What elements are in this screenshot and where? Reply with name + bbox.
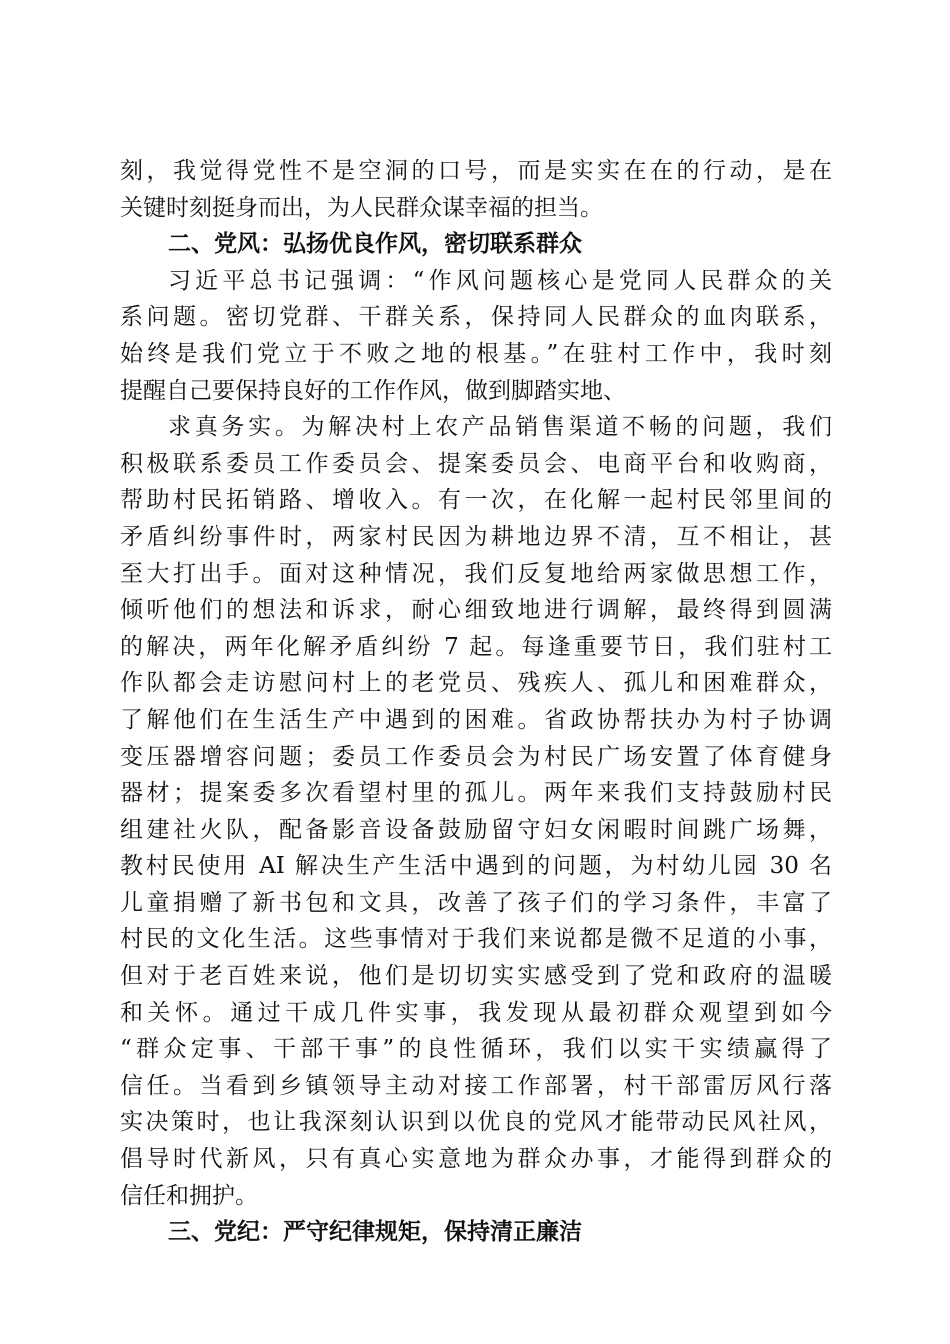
- text-line: 至大打出手。面对这种情况，我们反复地给两家做思想工作，: [120, 560, 832, 587]
- text-line: 信任和拥护。: [120, 1182, 258, 1209]
- text-line: 但对于老百姓来说，他们是切切实实感受到了党和政府的温暖: [120, 963, 832, 990]
- section-heading-2: 二、党风：弘扬优良作风，密切联系群众: [168, 231, 582, 258]
- paragraph-top: [120, 153, 832, 226]
- text-line: 刻，我觉得党性不是空洞的口号，而是实实在在的行动，是在: [120, 158, 832, 184]
- text-line: 实决策时，也让我深刻认识到以优良的党风才能带动民风社风，: [120, 1109, 832, 1136]
- text-line: 教村民使用 AI 解决生产生活中遇到的问题，为村幼儿园 30 名: [120, 853, 832, 880]
- text-line: 作队都会走访慰问村上的老党员、残疾人、孤儿和困难群众，: [120, 670, 832, 697]
- text-line: 系问题。密切党群、干群关系，保持同人民群众的血肉联系，: [120, 304, 832, 331]
- paragraph-work: [120, 409, 832, 1214]
- text-line: 倡导时代新风，只有真心实意地为群众办事，才能得到群众的: [120, 1146, 832, 1173]
- text-line: 积极联系委员工作委员会、提案委员会、电商平台和收购商，: [120, 450, 832, 477]
- text-line: 倾听他们的想法和诉求，耐心细致地进行调解，最终得到圆满: [120, 597, 832, 624]
- text-line: “群众定事、干部干事”的良性循环，我们以实干实绩赢得了: [120, 1036, 832, 1063]
- text-line: 村民的文化生活。这些事情对于我们来说都是微不足道的小事，: [120, 926, 832, 953]
- text-line: 矛盾纠纷事件时，两家村民因为耕地边界不清，互不相让，甚: [120, 523, 832, 550]
- text-line: 习近平总书记强调：“作风问题核心是党同人民群众的关: [168, 267, 832, 294]
- section-heading-3: 三、党纪：严守纪律规矩，保持清正廉洁: [168, 1219, 582, 1246]
- text-line: 提醒自己要保持良好的工作作风，做到脚踏实地、: [120, 377, 626, 404]
- text-line: 求真务实。为解决村上农产品销售渠道不畅的问题，我们: [168, 414, 832, 441]
- text-line: 关键时刻挺身而出，为人民群众谋幸福的担当。: [120, 194, 603, 221]
- text-line: 了解他们在生活生产中遇到的困难。省政协帮扶办为村子协调: [120, 706, 832, 733]
- text-line: 儿童捐赠了新书包和文具，改善了孩子们的学习条件，丰富了: [120, 889, 832, 916]
- text-line: 器材；提案委多次看望村里的孤儿。两年来我们支持鼓励村民: [120, 780, 832, 807]
- text-line: 信任。当看到乡镇领导主动对接工作部署，村干部雷厉风行落: [120, 1072, 832, 1099]
- text-line: 和关怀。通过干成几件实事，我发现从最初群众观望到如今: [120, 999, 832, 1026]
- document-body: [120, 153, 832, 1251]
- text-line: 始终是我们党立于不败之地的根基。”在驻村工作中，我时刻: [120, 340, 832, 367]
- text-line: 的解决，两年化解矛盾纠纷 7 起。每逢重要节日，我们驻村工: [120, 633, 832, 660]
- paragraph-quote: [120, 263, 832, 409]
- text-line: 变压器增容问题；委员工作委员会为村民广场安置了体育健身: [120, 743, 832, 770]
- text-line: 帮助村民拓销路、增收入。有一次，在化解一起村民邻里间的: [120, 487, 832, 514]
- text-line: 组建社火队，配备影音设备鼓励留守妇女闲暇时间跳广场舞，: [120, 816, 832, 843]
